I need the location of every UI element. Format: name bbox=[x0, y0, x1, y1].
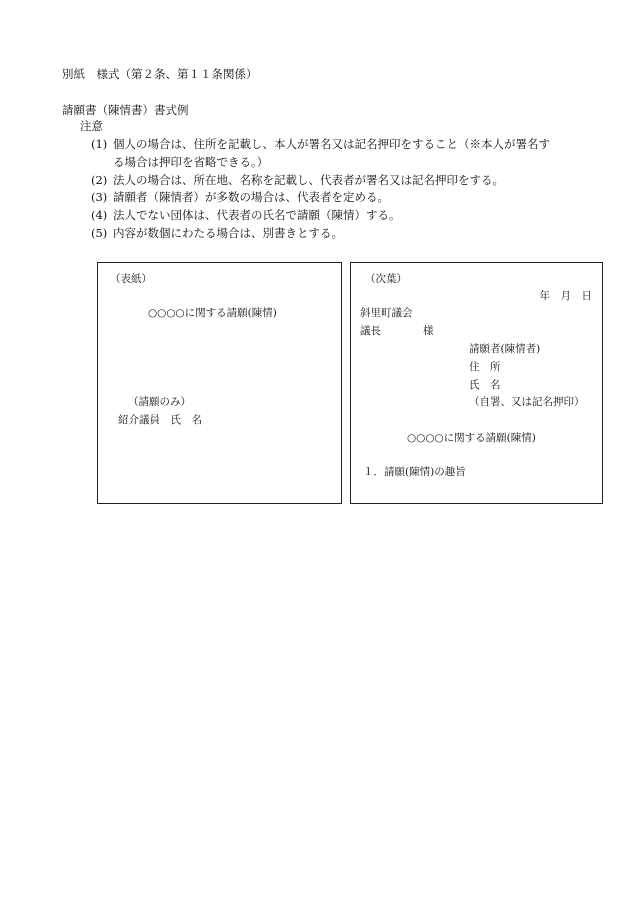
date-line: 年 月 日 bbox=[539, 290, 592, 302]
document-subtitle: 請願書（陳情書）書式例 bbox=[62, 103, 189, 117]
note-number: (5) bbox=[91, 226, 108, 240]
form-title: 別紙 様式（第２条、第１１条関係） bbox=[62, 67, 258, 81]
note-text: 法人でない団体は、代表者の氏名で請願（陳情）する。 bbox=[113, 208, 401, 222]
notes-label: 注意 bbox=[80, 119, 103, 133]
note-number: (4) bbox=[91, 208, 108, 222]
note-text: 請願者（陳情者）が多数の場合は、代表者を定める。 bbox=[113, 190, 389, 204]
address-label: 住 所 bbox=[469, 361, 501, 373]
note-text: 内容が数個にわたる場合は、別書きとする。 bbox=[113, 226, 343, 240]
note-text: 法人の場合は、所在地、名称を記載し、代表者が署名又は記名押印をする。 bbox=[113, 173, 504, 187]
council-name: 斜里町議会 bbox=[360, 307, 413, 319]
cover-label: （表紙） bbox=[110, 273, 152, 285]
note-text: 個人の場合は、住所を記載し、本人が署名又は記名押印をすること（※本人が署名す bbox=[113, 137, 550, 151]
note-item-2 bbox=[91, 172, 504, 188]
name-label: 氏 名 bbox=[469, 379, 501, 391]
note-number: (3) bbox=[91, 190, 108, 204]
note-item-3 bbox=[91, 189, 389, 205]
introducer-line: 紹介議員 氏 名 bbox=[118, 414, 202, 426]
note-number: (1) bbox=[91, 137, 108, 151]
next-page-label: （次葉） bbox=[365, 273, 407, 285]
petitioner-label: 請願者(陳情者) bbox=[469, 343, 541, 355]
cover-title: ○○○○に関する請願(陳情) bbox=[148, 307, 277, 319]
item-1-heading: １．請願(陳情)の趣旨 bbox=[363, 466, 466, 478]
chair-line: 議長 様 bbox=[360, 325, 434, 337]
signature-note: （自署、又は記名押印） bbox=[469, 396, 585, 408]
note-item-1-cont: る場合は押印を省略できる。） bbox=[113, 155, 269, 169]
note-item-1 bbox=[91, 136, 550, 152]
next-page-title: ○○○○に関する請願(陳情) bbox=[407, 432, 536, 444]
note-number: (2) bbox=[91, 173, 108, 187]
note-item-5 bbox=[91, 225, 343, 241]
next-page-box bbox=[350, 262, 603, 504]
petition-only-label: （請願のみ） bbox=[128, 396, 191, 408]
note-item-4 bbox=[91, 207, 401, 223]
cover-page-box bbox=[97, 262, 342, 504]
